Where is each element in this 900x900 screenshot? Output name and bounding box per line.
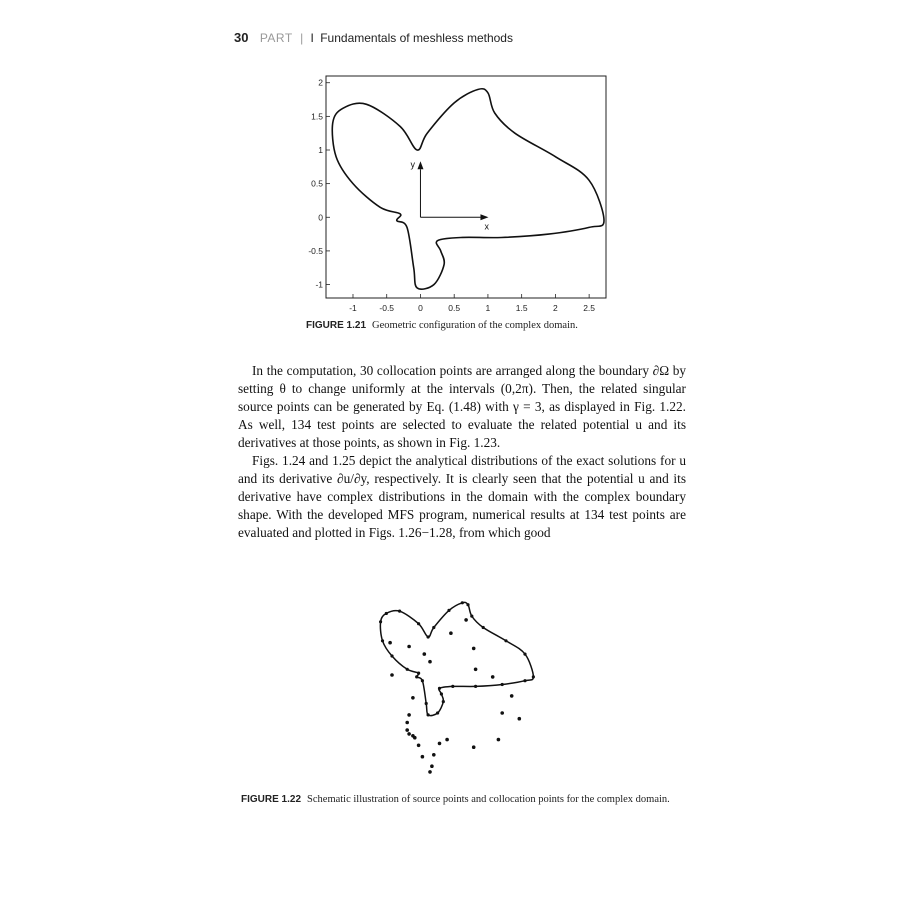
- collocation-point: [474, 685, 477, 688]
- collocation-point: [447, 609, 450, 612]
- collocation-point: [532, 675, 535, 678]
- collocation-point: [466, 603, 469, 606]
- source-point: [491, 675, 495, 679]
- collocation-point: [470, 615, 473, 618]
- collocation-point: [523, 653, 526, 656]
- source-point: [417, 744, 421, 748]
- source-point: [390, 673, 394, 677]
- x-axis-arrow-label: x: [484, 221, 489, 232]
- y-tick-label: 2: [318, 77, 323, 88]
- y-tick-label: 1.5: [311, 111, 323, 122]
- source-point: [474, 668, 478, 672]
- collocation-point: [381, 639, 384, 642]
- source-point: [428, 770, 432, 774]
- x-tick-label: 0.5: [448, 303, 461, 313]
- figure-1-21-caption: [306, 320, 578, 331]
- collocation-point: [440, 692, 443, 695]
- source-point: [407, 645, 411, 649]
- figure-1-22-caption: [241, 792, 686, 807]
- collocation-point: [451, 685, 454, 688]
- collocation-point: [501, 683, 504, 686]
- running-header: [234, 30, 513, 45]
- figure-1-22-plot: [300, 565, 620, 780]
- plot-frame: [326, 76, 606, 298]
- y-tick-label: 0.5: [311, 178, 323, 189]
- source-point: [472, 647, 476, 651]
- y-tick-label: -0.5: [308, 245, 323, 256]
- scaled-boundary-curve: [380, 602, 533, 715]
- source-point: [388, 641, 392, 645]
- header-separator: |: [300, 31, 304, 45]
- collocation-point: [438, 687, 441, 690]
- collocation-point: [523, 679, 526, 682]
- x-tick-label: 1: [485, 303, 491, 313]
- source-point: [449, 631, 453, 635]
- source-point: [421, 755, 425, 759]
- body-text: [238, 362, 686, 542]
- source-point: [497, 738, 501, 742]
- source-point: [500, 711, 504, 715]
- source-point: [405, 721, 409, 725]
- x-tick-label: -0.5: [379, 303, 395, 313]
- x-tick-label: 1.5: [515, 303, 528, 313]
- figure-1-22-caption-text: Schematic illustration of source points and collocation points for the complex domain.: [307, 794, 670, 805]
- figure-1-21-label: FIGURE 1.21: [306, 320, 367, 331]
- part-label: PART: [259, 31, 293, 45]
- part-title: Fundamentals of meshless methods: [320, 31, 513, 45]
- x-tick-label: 0: [418, 303, 423, 313]
- collocation-point: [482, 626, 485, 629]
- collocation-point: [415, 675, 418, 678]
- paragraph-2: Figs. 1.24 and 1.25 depict the analytical distributions of the exact solutions for u and its derivative ∂u/∂y, respectively. It is clearly seen that the potential u and its derivative have complex distributions in the domain with the complex boundary shape. With the developed MFS program, numerical results at 134 test points are evaluated and plotted in Figs. 1.26−1.28, from which good: [238, 453, 686, 540]
- source-point: [428, 660, 432, 664]
- collocation-point: [436, 711, 439, 714]
- collocation-point: [425, 702, 428, 705]
- collocation-point: [417, 622, 420, 625]
- x-axis-arrow-head: [480, 214, 488, 220]
- collocation-point: [417, 672, 420, 675]
- collocation-point: [442, 700, 445, 703]
- collocation-point: [398, 610, 401, 613]
- source-point: [438, 742, 442, 746]
- y-axis-arrow-head: [417, 161, 423, 169]
- source-point: [423, 652, 427, 656]
- source-point: [407, 732, 411, 736]
- figure-1-21-plot: [296, 68, 616, 318]
- collocation-point: [461, 601, 464, 604]
- collocation-point: [504, 639, 507, 642]
- collocation-point: [390, 654, 393, 657]
- figure-1-21-caption-text: Geometric configuration of the complex domain.: [372, 320, 578, 331]
- source-point: [407, 713, 411, 717]
- collocation-point: [427, 713, 430, 716]
- y-axis-arrow-label: y: [410, 159, 415, 170]
- paragraph-1: In the computation, 30 collocation points are arranged along the boundary ∂Ω by setting θ to change uniformly at the intervals (0,2π). Then, the related singular source points can be generated by Eq. (1.48) with γ = 3, as displayed in Fig. 1.22. As well, 134 test points are selected to evaluate the related potential u and its derivatives at those points, as shown in Fig. 1.23.: [238, 363, 686, 450]
- source-point: [430, 764, 434, 768]
- collocation-point: [406, 668, 409, 671]
- collocation-point: [385, 612, 388, 615]
- source-point: [432, 753, 436, 757]
- collocation-point: [432, 626, 435, 629]
- collocation-point: [421, 679, 424, 682]
- y-tick-label: 1: [318, 145, 323, 155]
- source-point: [464, 618, 468, 622]
- x-tick-label: -1: [349, 303, 357, 313]
- y-tick-label: 0: [318, 212, 323, 223]
- source-point: [405, 728, 409, 732]
- x-tick-label: 2.5: [583, 303, 596, 313]
- source-point: [413, 736, 417, 740]
- y-tick-label: -1: [315, 279, 323, 290]
- figure-1-22-label: FIGURE 1.22: [241, 794, 302, 805]
- part-numeral: I: [310, 31, 314, 45]
- source-point: [518, 717, 522, 721]
- page-number: 30: [234, 30, 249, 45]
- x-tick-label: 2: [553, 303, 558, 313]
- collocation-point: [379, 620, 382, 623]
- source-point: [510, 694, 514, 698]
- source-point: [445, 738, 449, 742]
- domain-boundary-curve: [332, 89, 604, 289]
- source-point: [411, 696, 415, 700]
- collocation-point: [427, 635, 430, 638]
- source-point: [472, 745, 476, 749]
